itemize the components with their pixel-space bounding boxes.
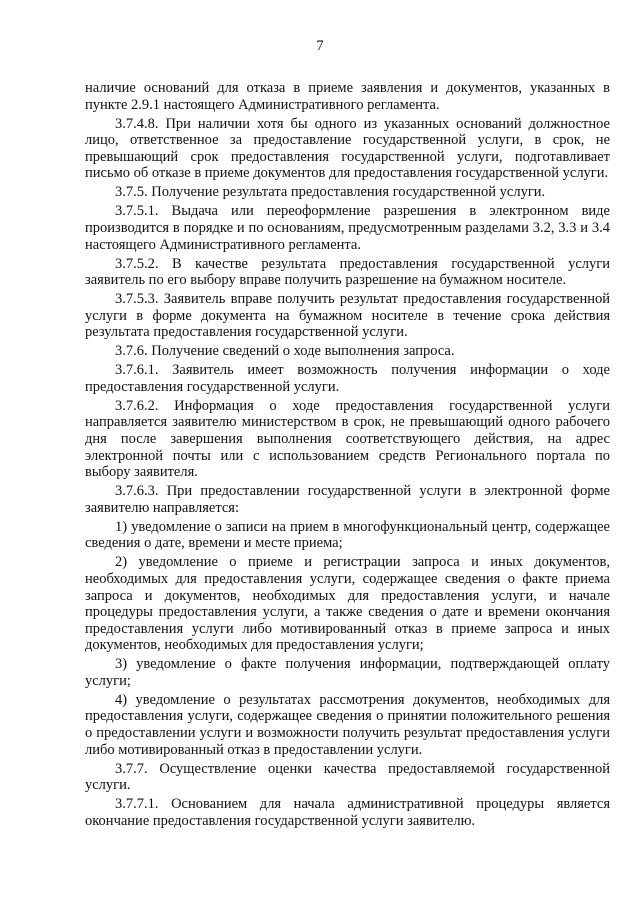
document-body <box>85 80 610 832</box>
paragraph: 3.7.6. Получение сведений о ходе выполнения запроса. <box>115 343 455 360</box>
page-number: 7 <box>316 38 324 54</box>
list-item: 1) уведомление о записи на прием в многофункциональный центр, содержащее сведения о дате, времени и месте приема; <box>85 518 610 552</box>
list-item: 4) уведомление о результатах рассмотрения документов, необходимых для предоставления услуги, содержащее сведения о принятии положительного решения о предоставлении услуги и возможности получить результат предоставления услуги либо мотивированный отказ в предоставлении услуги. <box>85 691 610 758</box>
paragraph: 3.7.4.8. При наличии хотя бы одного из указанных оснований должностное лицо, ответственное за предоставление государственной услуги, в срок, не превышающий срок предоставления государственной услуги, подготавливает письмо об отказе в приеме документов для предоставления государственной услуги. <box>85 115 610 182</box>
paragraph: 3.7.5.2. В качестве результата предоставления государственной услуги заявитель по его выбору вправе получить разрешение на бумажном носителе. <box>85 255 610 289</box>
paragraph: наличие оснований для отказа в приеме заявления и документов, указанных в пункте 2.9.1 настоящего Административного регламента. <box>85 80 610 113</box>
paragraph: 3.7.7. Осуществление оценки качества предоставляемой государственной услуги. <box>85 760 610 794</box>
paragraph: 3.7.5.1. Выдача или переоформление разрешения в электронном виде производится в порядке и по основаниям, предусмотренным разделами 3.2, 3.3 и 3.4 настоящего Административного регламента. <box>85 203 610 253</box>
list-item: 2) уведомление о приеме и регистрации запроса и иных документов, необходимых для предоставления услуги, содержащее сведения о факте приема запроса и документов, необходимых для предоставления услуги, и начале процедуры предоставления услуги, а также сведения о дате и времени окончания предоставления услуги либо мотивированный отказ в приеме запроса и иных документов, необходимых для предоставления услуги; <box>85 554 610 654</box>
paragraph: 3.7.7.1. Основанием для начала административной процедуры является окончание предоставления государственной услуги заявителю. <box>85 796 610 829</box>
paragraph: 3.7.5. Получение результата предоставления государственной услуги. <box>115 184 546 201</box>
paragraph: 3.7.5.3. Заявитель вправе получить результат предоставления государственной услуги в форме документа на бумажном носителе в течение срока действия результата предоставления государственной услуги. <box>85 291 610 341</box>
paragraph: 3.7.6.1. Заявитель имеет возможность получения информации о ходе предоставления государственной услуги. <box>85 362 610 395</box>
list-item: 3) уведомление о факте получения информации, подтверждающей оплату услуги; <box>85 656 610 689</box>
paragraph: 3.7.6.2. Информация о ходе предоставления государственной услуги направляется заявителю министерством в срок, не превышающий одного рабочего дня после завершения выполнения соответствующего действия, на адрес электронной почты или с использованием средств Регионального портала по выбору заявителя. <box>85 397 610 481</box>
paragraph: 3.7.6.3. При предоставлении государственной услуги в электронной форме заявителю направляется: <box>85 483 610 516</box>
